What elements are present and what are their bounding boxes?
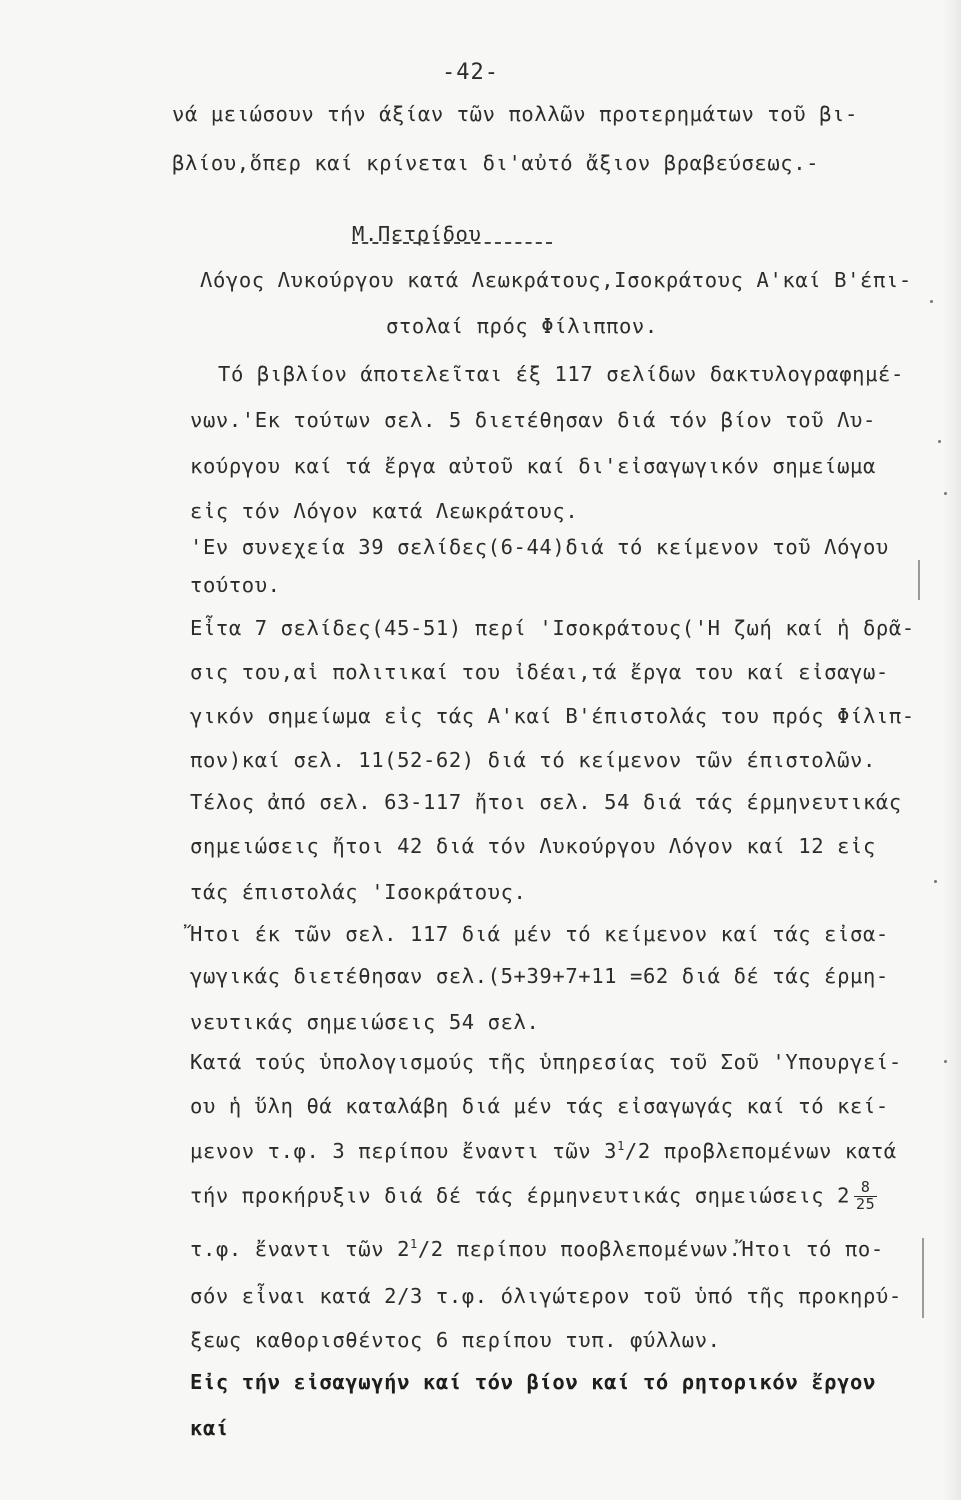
- text-line-3: Λόγος Λυκούργου κατά Λεωκράτους,Ισοκράτους Α'καί Β'έπι-: [200, 268, 912, 292]
- margin-mark: [918, 560, 920, 600]
- author-heading: Μ.Πετρίδου: [352, 222, 482, 246]
- text-line-10: τούτου.: [190, 573, 281, 597]
- text-line-11: Εἶτα 7 σελίδες(45-51) περί 'Ισοκράτους('Η ζωή καί ἡ δρᾶ-: [190, 616, 915, 640]
- text-line-7: κούργου καί τά ἔργα αὐτοῦ καί δι'εἰσαγωγικόν σημείωμα: [190, 454, 876, 478]
- text-line-28: Εἰς τήν εἰσαγωγήν καί τόν βίον καί τό ρητορικόν ἔργον: [190, 1370, 876, 1394]
- text-line-16: σημειώσεις ἤτοι 42 διά τόν Λυκούργου Λόγον καί 12 εἰς: [190, 834, 876, 858]
- text-line-22: ου ἡ ὕλη θά καταλάβη διά μέν τάς εἰσαγωγάς καί τό κεί-: [190, 1094, 889, 1118]
- text-line-6: νων.'Εκ τούτων σελ. 5 διετέθησαν διά τόν βίον τοῦ Λυ-: [190, 408, 876, 432]
- page-edge-shadow: [943, 0, 961, 1500]
- text-line-19: γωγικάς διετέθησαν σελ.(5+39+7+11 =62 διά δέ τάς έρμη-: [190, 964, 889, 988]
- speck: [934, 880, 937, 883]
- text-line-4: στολαί πρός Φίλιππον.: [386, 314, 658, 338]
- superscript: 1: [410, 1237, 418, 1251]
- author-underline: [352, 242, 552, 244]
- text-line-9: 'Εν συνεχεία 39 σελίδες(6-44)διά τό κείμενον τοῦ Λόγου: [190, 535, 889, 559]
- speck: [944, 492, 947, 495]
- superscript: 1: [617, 1139, 625, 1153]
- speck: [930, 300, 933, 303]
- fraction-numerator: 8: [854, 1180, 877, 1197]
- text-line-21: Κατά τούς ὑπολογισμούς τῆς ὑπηρεσίας τοῦ Σοῦ 'Υπουργεί-: [190, 1050, 902, 1074]
- fraction-denominator: 25: [856, 1194, 876, 1213]
- page-number: -42-: [442, 60, 499, 85]
- text-line-23-tail: /2 προβλεπομένων κατά: [624, 1138, 897, 1163]
- text-line-29: καί: [190, 1416, 229, 1440]
- text-line-27: ξεως καθορισθέντος 6 περίπου τυπ. φύλλων.: [190, 1328, 721, 1352]
- text-line-25: [190, 1238, 884, 1259]
- margin-mark: [922, 1238, 924, 1318]
- speck: [944, 1060, 947, 1063]
- text-line-25-main: τ.φ. ἔναντι τῶν 2: [190, 1236, 411, 1261]
- text-line-2: βλίου,ὅπερ καί κρίνεται δι'αὐτό ἄξιον βραβεύσεως.-: [172, 151, 820, 175]
- text-line-20: νευτικάς σημειώσεις 54 σελ.: [190, 1010, 540, 1034]
- text-line-8: εἰς τόν Λόγον κατά Λεωκράτους.: [190, 499, 579, 523]
- speck: [938, 440, 941, 443]
- fraction: [854, 1180, 877, 1213]
- text-line-1: νά μειώσουν τήν άξίαν τῶν πολλῶν προτερημάτων τοῦ βι-: [172, 102, 858, 126]
- text-line-23: [190, 1140, 897, 1161]
- text-line-15: Τέλος ἀπό σελ. 63-117 ἤτοι σελ. 54 διά τάς έρμηνευτικάς: [190, 790, 902, 814]
- text-line-12: σις του,αἱ πολιτικαί του ἰδέαι,τά ἔργα του καί εἰσαγω-: [190, 660, 889, 684]
- text-line-25-tail: /2 περίπου ποοβλεπομένων.Ἤτοι τό πο-: [417, 1236, 884, 1261]
- text-line-24-main: τήν προκήρυξιν διά δέ τάς έρμηνευτικάς σημειώσεις 2: [190, 1183, 851, 1208]
- text-line-26: σόν εἶναι κατά 2/3 τ.φ. όλιγώτερον τοῦ ὑπό τῆς προκηρύ-: [190, 1284, 902, 1308]
- text-line-13: γικόν σημείωμα εἰς τάς Α'καί Β'έπιστολάς του πρός Φίλιπ-: [190, 704, 915, 728]
- text-line-23-main: μενον τ.φ. 3 περίπου ἔναντι τῶν 3: [190, 1138, 618, 1163]
- text-line-18: Ἤτοι έκ τῶν σελ. 117 διά μέν τό κείμενον καί τάς εἰσα-: [190, 922, 889, 946]
- text-line-5: Τό βιβλίον άποτελεῖται έξ 117 σελίδων δακτυλογραφημέ-: [218, 362, 904, 386]
- text-line-17: τάς έπιστολάς 'Ισοκράτους.: [190, 880, 527, 904]
- text-line-14: πον)καί σελ. 11(52-62) διά τό κείμενον τῶν έπιστολῶν.: [190, 748, 876, 772]
- text-line-24: [190, 1180, 877, 1213]
